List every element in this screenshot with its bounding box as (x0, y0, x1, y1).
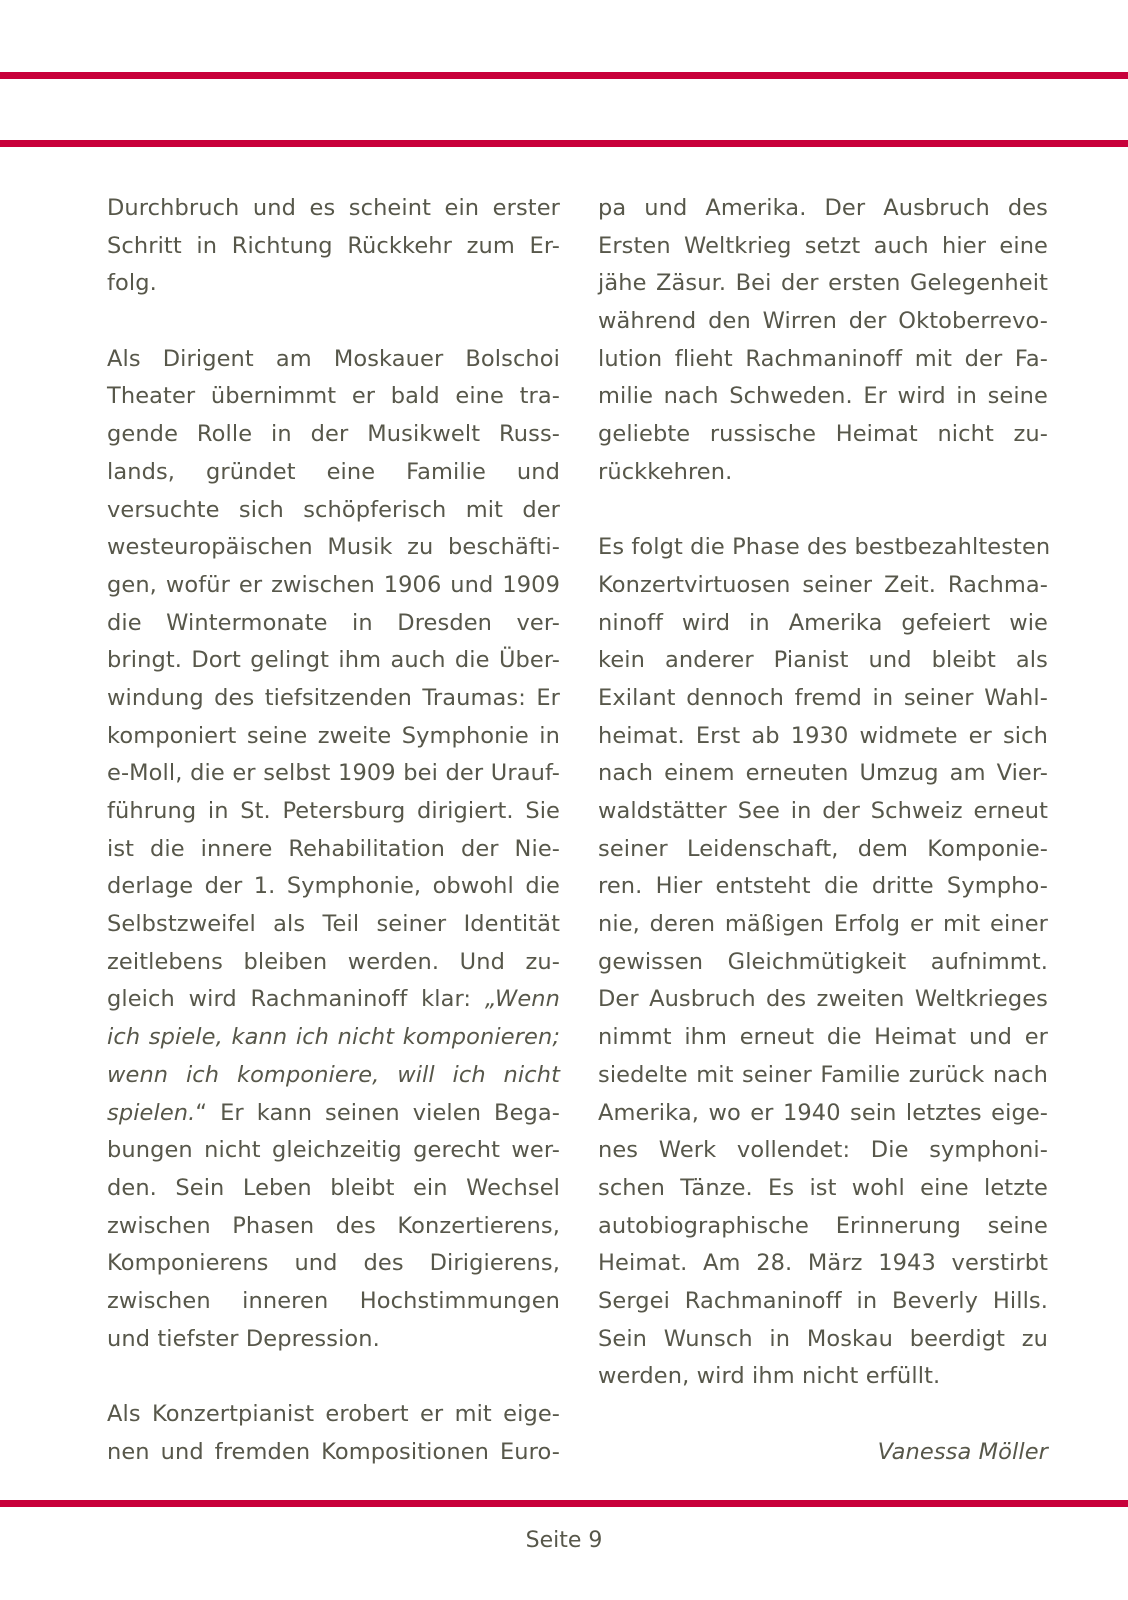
text-line: und tiefster Depression. (107, 1325, 380, 1352)
text-line: Sergei Rachmaninoff in Beverly Hills. (598, 1287, 1048, 1314)
text-line: nes Werk vollendet: Die symphoni- (598, 1137, 1048, 1164)
text-line: geliebte russische Heimat nicht zu- (598, 421, 1048, 448)
paragraph-gap (107, 303, 560, 341)
quote-line: wenn ich komponiere, will ich nicht (107, 1061, 560, 1088)
author-signature: Vanessa Möller (877, 1438, 1048, 1465)
text-line: die Wintermonate in Dresden ver- (107, 609, 560, 636)
quote-line (107, 1095, 560, 1133)
paragraph-1 (107, 190, 560, 303)
text-line: siedelte mit seiner Familie zurück nach (598, 1061, 1048, 1088)
page-number: Seite 9 (525, 1528, 603, 1553)
text-line: versuchte sich schöpferisch mit der (107, 496, 560, 523)
text-line: Selbstzweifel als Teil seiner Identität (107, 911, 560, 938)
paragraph-3 (107, 1396, 560, 1471)
text-line: waldstätter See in der Schweiz erneut (598, 798, 1048, 824)
text-line: Ersten Weltkrieg setzt auch hier eine (598, 232, 1048, 259)
text-line: zwischen inneren Hochstimmungen (107, 1287, 560, 1314)
text-line: bringt. Dort gelingt ihm auch die Über- (107, 647, 560, 674)
text-line: Als Konzertpianist erobert er mit eige- (107, 1401, 560, 1427)
text-line: Sein Wunsch in Moskau beerdigt zu (598, 1325, 1048, 1352)
text-line: gende Rolle in der Musikwelt Russ- (107, 421, 560, 448)
text-segment: “ Er kann seinen vielen Bega- (195, 1099, 560, 1126)
text-line: den. Sein Leben bleibt ein Wechsel (107, 1174, 560, 1201)
text-line: gewissen Gleichmütigkeit aufnimmt. (598, 948, 1048, 975)
text-line: pa und Amerika. Der Ausbruch des (598, 195, 1048, 221)
text-line: werden, wird ihm nicht erfüllt. (598, 1363, 941, 1390)
text-line: während den Wirren der Oktoberrevo- (598, 308, 1048, 335)
text-line: Theater übernimmt er bald eine tra- (107, 383, 560, 410)
footer-red-rule (0, 1500, 1128, 1507)
text-line: westeuropäischen Musik zu beschäfti- (107, 534, 560, 561)
text-line: jähe Zäsur. Bei der ersten Gelegenheit (598, 270, 1048, 297)
text-line: ist die innere Rehabilitation der Nie- (107, 835, 560, 862)
text-line: Es folgt die Phase des bestbezahltesten (598, 534, 1051, 561)
text-line: Komponierens und des Dirigierens, (107, 1250, 560, 1277)
quote-line: ich spiele, kann ich nicht komponieren; (107, 1024, 560, 1051)
text-line: Amerika, wo er 1940 sein letztes eige- (598, 1099, 1048, 1126)
text-line: seiner Leidenschaft, dem Komponie- (598, 835, 1048, 862)
left-column (107, 190, 560, 1471)
text-line: führung in St. Petersburg dirigiert. Sie (107, 798, 560, 824)
text-line: milie nach Schweden. Er wird in seine (598, 383, 1048, 410)
text-segment: gleich wird Rachmaninoff klar: (107, 986, 485, 1013)
quote-text: „Wenn (484, 986, 560, 1013)
text-line: Durchbruch und es scheint ein erster (107, 195, 560, 221)
text-line: folg. (107, 270, 157, 297)
quote-text: spielen. (107, 1099, 196, 1126)
top-red-rule (0, 72, 1128, 79)
text-line: e-Moll, die er selbst 1909 bei der Urauf- (107, 760, 560, 787)
paragraph-5 (598, 529, 1051, 1396)
text-line: bungen nicht gleichzeitig gerecht wer- (107, 1137, 560, 1164)
text-line: lands, gründet eine Familie und (107, 458, 560, 485)
text-line: autobiographische Erinnerung seine (598, 1212, 1048, 1239)
text-line: kein anderer Pianist und bleibt als (598, 647, 1048, 674)
text-line: heimat. Erst ab 1930 widmete er sich (598, 722, 1048, 749)
text-line: ren. Hier entsteht die dritte Sympho- (598, 873, 1048, 900)
text-line: windung des tiefsitzenden Traumas: Er (107, 684, 560, 711)
paragraph-gap (107, 1358, 560, 1396)
paragraph-gap (598, 492, 1048, 530)
text-line: nie, deren mäßigen Erfolg er mit einer (598, 911, 1048, 938)
text-line: rückkehren. (598, 458, 733, 485)
text-line: Der Ausbruch des zweiten Weltkrieges (598, 986, 1048, 1013)
text-line: Exilant dennoch fremd in seiner Wahl- (598, 684, 1048, 711)
text-line: gen, wofür er zwischen 1906 und 1909 (107, 571, 560, 598)
paragraph-2 (107, 341, 560, 1359)
text-line: derlage der 1. Symphonie, obwohl die (107, 873, 560, 900)
text-line: ninoff wird in Amerika gefeiert wie (598, 609, 1048, 636)
text-line: lution flieht Rachmaninoff mit der Fa- (598, 345, 1048, 372)
text-line: nen und fremden Kompositionen Euro- (107, 1438, 560, 1465)
paragraph-4 (598, 190, 1048, 492)
text-line: Konzertvirtuosen seiner Zeit. Rachma- (598, 571, 1048, 598)
text-line: zeitlebens bleiben werden. Und zu- (107, 948, 560, 975)
text-line: Als Dirigent am Moskauer Bolschoi (107, 345, 560, 372)
text-line: nimmt ihm erneut die Heimat und er (598, 1024, 1048, 1051)
text-line: schen Tänze. Es ist wohl eine letzte (598, 1174, 1048, 1201)
text-line: zwischen Phasen des Konzertierens, (107, 1212, 560, 1239)
text-line: komponiert seine zweite Symphonie in (107, 722, 560, 749)
right-column (598, 190, 1051, 1471)
quote-line (107, 981, 560, 1019)
text-line: Schritt in Richtung Rückkehr zum Er- (107, 232, 560, 259)
header-red-rule (0, 140, 1128, 147)
text-line: Heimat. Am 28. März 1943 verstirbt (598, 1250, 1048, 1277)
text-line: nach einem erneuten Umzug am Vier- (598, 760, 1048, 787)
